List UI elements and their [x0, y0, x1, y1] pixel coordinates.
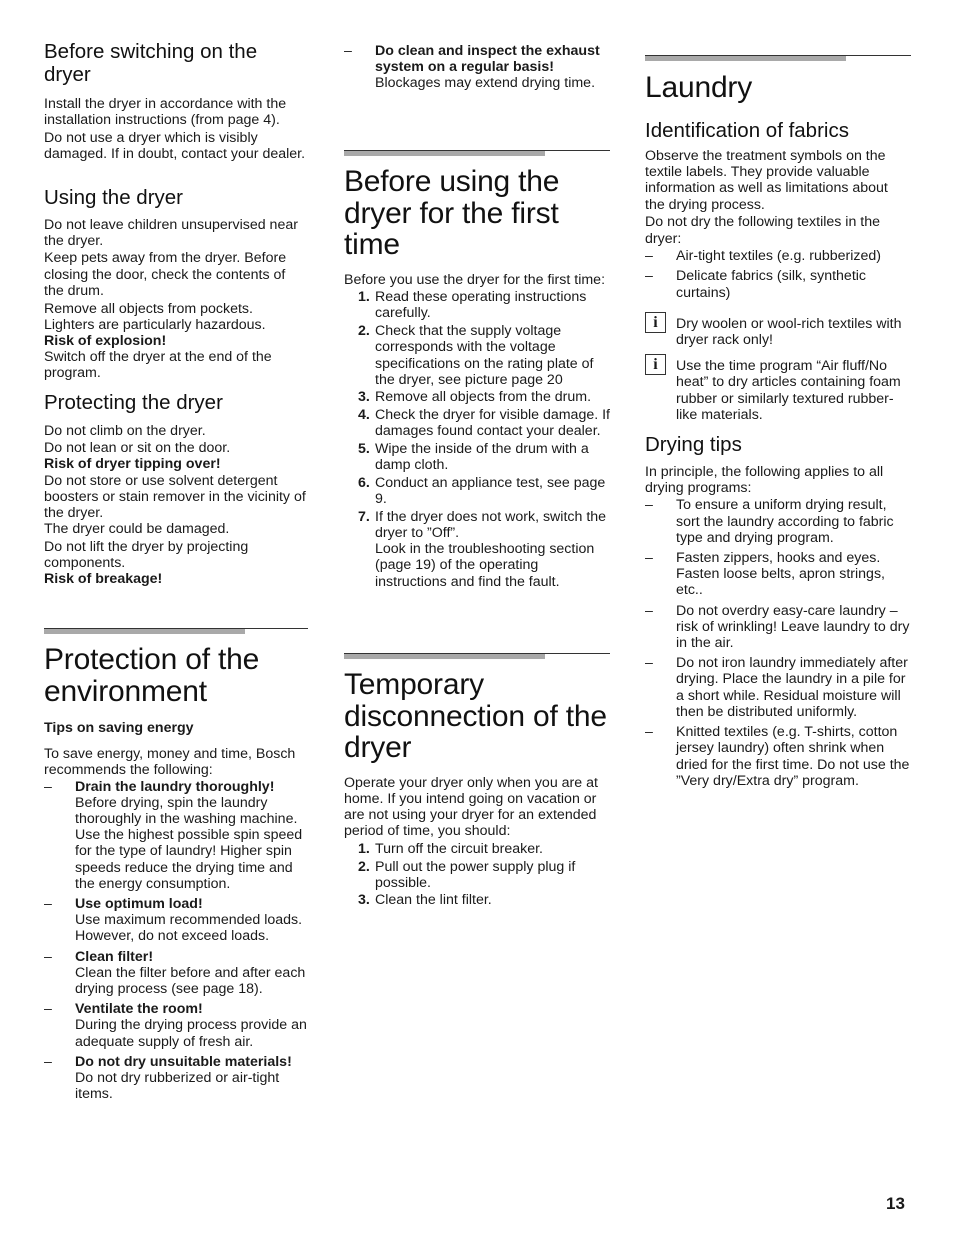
- step-item: [344, 407, 610, 439]
- paragraph: Keep pets away from the dryer. Before closing the door, check the contents of the drum.: [44, 250, 287, 299]
- section-laundry: [645, 55, 911, 793]
- list-item: [645, 550, 911, 599]
- list-item: [645, 248, 911, 264]
- section-rule: [344, 150, 610, 158]
- warning-text: Risk of dryer tipping over!: [44, 456, 221, 473]
- step-item: [344, 289, 610, 321]
- page-number: 13: [886, 1194, 905, 1213]
- paragraph: Remove all objects from pockets.: [44, 300, 253, 317]
- step-item: [344, 509, 610, 590]
- step-text: Remove all objects from the drum.: [375, 389, 592, 406]
- step-number: 5.: [358, 441, 370, 458]
- dash-bullet: –: [44, 778, 52, 795]
- step-text: Check the dryer for visible damage. If damages found contact your dealer.: [375, 407, 610, 440]
- step-number: 1.: [358, 840, 370, 857]
- paragraph: To save energy, money and time, Bosch recommends the following:: [44, 746, 296, 779]
- exhaust-item: [344, 43, 610, 96]
- step-item: [344, 859, 610, 891]
- step-text: Pull out the power supply plug if possible.: [375, 858, 576, 891]
- list-item-text: Use maximum recommended loads. However, do not exceed loads.: [75, 912, 303, 945]
- step-text-continued: Look in the troubleshooting section (page 19) of the operating instructions and find the fault.: [375, 541, 595, 590]
- dash-bullet: –: [344, 43, 352, 59]
- list-item: [645, 724, 911, 789]
- list-item: [44, 779, 308, 892]
- step-item: [344, 389, 610, 405]
- dash-bullet: –: [645, 724, 653, 741]
- section-rule: [344, 653, 610, 661]
- list-item-text: Do not overdry easy-care laundry – risk of wrinkling! Leave laundry to dry in the air.: [676, 602, 910, 652]
- list-item: [44, 896, 308, 945]
- step-item: [344, 892, 610, 908]
- step-number: 2.: [358, 323, 370, 340]
- list-item-text: Before drying, spin the laundry thoroughly in the washing machine. Use the highest possible spin speed for the type of laundry! Higher spin speeds reduce the drying time and the energy consumption.: [75, 794, 303, 892]
- paragraph: Do not use a dryer which is visibly damaged. If in doubt, contact your dealer.: [44, 129, 306, 163]
- dash-bullet: –: [645, 655, 653, 672]
- list-item-title: Do not dry unsuitable materials!: [75, 1053, 292, 1070]
- paragraph: Operate your dryer only when you are at home. If you intend going on vacation or are not using your dryer for an extended period of time, you should:: [344, 774, 598, 840]
- step-number: 6.: [358, 474, 370, 491]
- dash-bullet: –: [44, 948, 52, 965]
- list-item-text: During the drying process provide an adequate supply of fresh air.: [75, 1017, 307, 1050]
- warning-text: Risk of breakage!: [44, 571, 163, 588]
- paragraph: Lighters are particularly hazardous.: [44, 316, 266, 333]
- step-text: Conduct an appliance test, see page 9.: [375, 474, 606, 508]
- step-item: [344, 323, 610, 388]
- dash-bullet: –: [645, 268, 653, 285]
- list-item-text: Blockages may extend drying time.: [375, 75, 596, 92]
- step-number: 3.: [358, 892, 370, 909]
- step-text: Turn off the circuit breaker.: [375, 840, 543, 857]
- chapter-heading: Protection of the environment: [44, 643, 260, 708]
- list-item: [44, 1001, 308, 1050]
- section-heading: Identification of fabrics: [645, 118, 849, 142]
- step-text: If the dryer does not work, switch the dryer to ”Off”.: [375, 508, 607, 542]
- list-item-text: Knitted textiles (e.g. T-shirts, cotton jersey laundry) often shrink when dried for the first time. Do not use the ”Very dry/Extra dry” program.: [676, 724, 910, 789]
- section-rule: [44, 628, 308, 636]
- list-item-title: Do clean and inspect the exhaust system on a regular basis!: [375, 43, 600, 76]
- step-text: Read these operating instructions carefully.: [375, 289, 587, 322]
- dash-bullet: –: [645, 602, 653, 619]
- step-item: [344, 475, 610, 507]
- info-text: Use the time program “Air fluff/No heat” to dry articles containing foam rubber or similarly textured rubber-like materials.: [676, 358, 901, 423]
- subheading: Tips on saving energy: [44, 720, 194, 736]
- section-protection-of-environment: [44, 628, 308, 1106]
- step-text: Check that the supply voltage corresponds with the voltage specifications on the rating plate of the dryer, see picture page 20: [375, 323, 594, 388]
- info-icon: i: [645, 354, 666, 375]
- list-item-title: Ventilate the room!: [75, 1001, 203, 1018]
- info-text: Dry woolen or wool-rich textiles with dryer rack only!: [676, 315, 902, 349]
- step-number: 1.: [358, 289, 370, 306]
- section-heading: Using the dryer: [44, 186, 184, 209]
- list-item-text: Air-tight textiles (e.g. rubberized): [676, 248, 882, 265]
- paragraph: Do not dry the following textiles in the dryer:: [645, 214, 881, 247]
- paragraph: Do not store or use solvent detergent boosters or stain remover in the vicinity of the dryer.: [44, 472, 306, 522]
- list-item: [645, 603, 911, 652]
- list-item-text: Do not iron laundry immediately after drying. Place the laundry in a pile for a short while. Residual moisture will then be distributed uniformly.: [676, 655, 908, 720]
- section-rule-line: [44, 628, 308, 629]
- paragraph: Do not leave children unsupervised near the dryer.: [44, 216, 298, 249]
- paragraph: Switch off the dryer at the end of the program.: [44, 349, 272, 382]
- section-rule-line: [645, 55, 911, 56]
- list-item-text: Clean the filter before and after each drying process (see page 18).: [75, 964, 306, 998]
- section-temporary-disconnection: [344, 653, 610, 910]
- paragraph: Do not lean or sit on the door.: [44, 440, 231, 457]
- list-item-text: Do not dry rubberized or air-tight items.: [75, 1070, 280, 1103]
- section-heading: Protecting the dryer: [44, 391, 223, 414]
- list-item-text: Fasten zippers, hooks and eyes. Fasten loose belts, apron strings, etc..: [676, 550, 885, 599]
- section-before-switching-on: [44, 41, 308, 164]
- list-item: [645, 268, 911, 300]
- section-rule-line: [344, 653, 610, 654]
- section-protecting-the-dryer: [44, 392, 308, 589]
- section-before-first-use: [344, 150, 610, 591]
- dash-bullet: –: [44, 1001, 52, 1018]
- paragraph: Do not climb on the dryer.: [44, 422, 206, 439]
- chapter-heading: Before using the dryer for the first time: [344, 165, 560, 261]
- list-item-title: Drain the laundry thoroughly!: [75, 778, 275, 795]
- list-item: [44, 1054, 308, 1103]
- step-text: Wipe the inside of the drum with a damp cloth.: [375, 441, 589, 474]
- chapter-heading: Temporary disconnection of the dryer: [344, 668, 607, 764]
- dash-bullet: –: [645, 497, 653, 514]
- list-item: [344, 43, 610, 92]
- paragraph: In principle, the following applies to all drying programs:: [645, 463, 884, 496]
- dash-bullet: –: [645, 248, 653, 265]
- step-number: 7.: [358, 508, 370, 525]
- step-number: 2.: [358, 858, 370, 875]
- info-note: [645, 313, 911, 349]
- section-using-the-dryer: [44, 187, 308, 383]
- section-rule-line: [344, 150, 610, 151]
- step-item: [344, 841, 610, 857]
- list-item-text: Delicate fabrics (silk, synthetic curtains): [676, 268, 867, 301]
- list-item: [44, 949, 308, 998]
- list-item: [645, 655, 911, 720]
- list-item: [645, 497, 911, 546]
- paragraph: Observe the treatment symbols on the textile labels. They provide valuable information as well as limitations about the drying process.: [645, 148, 888, 213]
- paragraph: Before you use the dryer for the first time:: [344, 271, 606, 288]
- section-heading: Before switching on the dryer: [44, 40, 258, 86]
- info-icon: i: [645, 312, 666, 333]
- warning-text: Risk of explosion!: [44, 332, 167, 349]
- paragraph: Do not lift the dryer by projecting components.: [44, 538, 249, 572]
- step-item: [344, 441, 610, 473]
- dash-bullet: –: [645, 550, 653, 567]
- list-item-title: Clean filter!: [75, 948, 154, 965]
- dash-bullet: –: [44, 1053, 52, 1070]
- section-heading: Drying tips: [645, 433, 742, 457]
- paragraph: Install the dryer in accordance with the installation instructions (from page 4).: [44, 96, 287, 129]
- step-text: Clean the lint filter.: [375, 892, 492, 909]
- section-rule: [645, 55, 911, 63]
- paragraph: The dryer could be damaged.: [44, 521, 230, 538]
- step-number: 4.: [358, 407, 370, 424]
- step-number: 3.: [358, 389, 370, 406]
- list-item-title: Use optimum load!: [75, 896, 203, 913]
- chapter-heading: Laundry: [645, 71, 753, 104]
- dash-bullet: –: [44, 896, 52, 913]
- list-item-text: To ensure a uniform drying result, sort the laundry according to fabric type and drying program.: [676, 497, 894, 546]
- info-note: [645, 358, 911, 423]
